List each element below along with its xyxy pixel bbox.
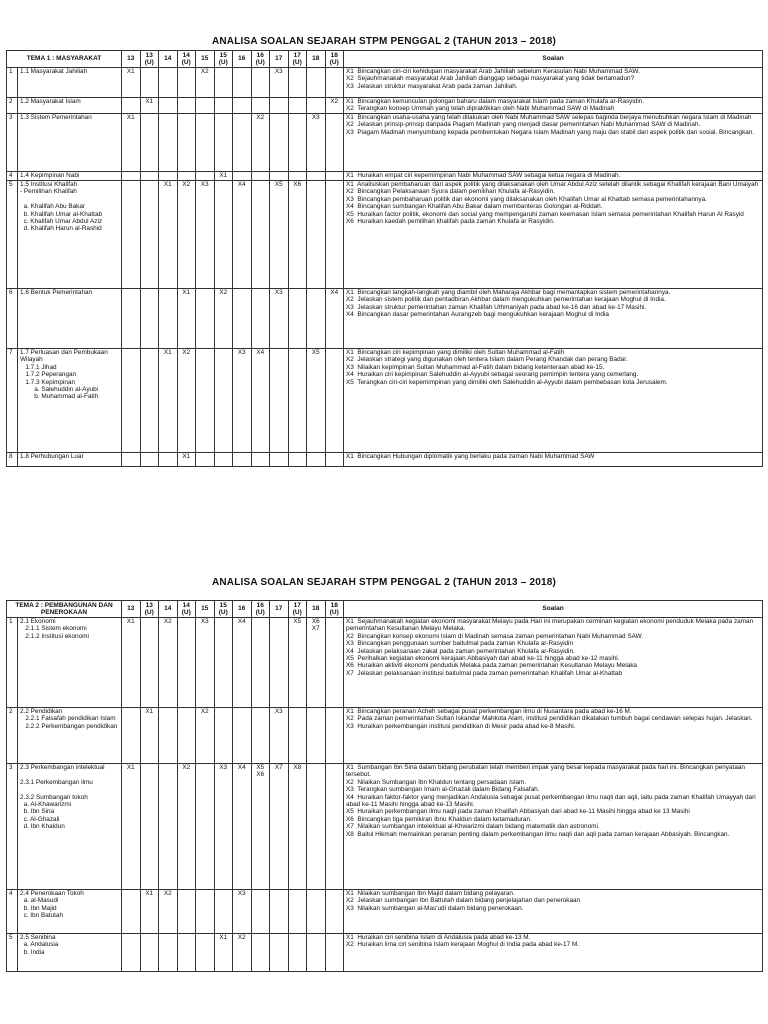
soalan-cell (344, 172, 763, 181)
mark-cell: X4 (325, 289, 344, 349)
mark-cell: X2 (177, 181, 196, 289)
mark-cell (270, 934, 289, 972)
mark-cell (325, 172, 344, 181)
mark-cell: X3 (270, 68, 289, 98)
mark-cell (325, 934, 344, 972)
soalan-cell (344, 890, 763, 934)
soalan-line: X7 Jelaskan pelaksanaan institusi baitulmal pada zaman pemerintahan Khalifah Umar al-Khattab (346, 669, 623, 677)
mark-cell: X2 (196, 708, 215, 764)
mark-cell (251, 453, 270, 467)
mark-cell (140, 453, 159, 467)
year-header: 15 (U) (214, 601, 233, 618)
topic-cell: 1.1 Masyarakat Jahiliah (18, 68, 122, 98)
mark-cell: X3 (270, 708, 289, 764)
mark-cell (270, 98, 289, 114)
mark-cell (288, 934, 307, 972)
topic-cell: 2.5 Senibina a. Andalusia b. India (18, 934, 122, 972)
tema-header: TEMA 1 : MASYARAKAT (7, 51, 122, 68)
mark-cell (288, 114, 307, 172)
mark-cell (122, 181, 141, 289)
page-title-1: ANALISA SOALAN SEJARAH STPM PENGGAL 2 (TAHUN 2013 – 2018) (211, 36, 557, 47)
mark-cell: X5 (307, 349, 326, 453)
mark-cell (214, 181, 233, 289)
mark-cell (307, 181, 326, 289)
year-header: 17 (270, 601, 289, 618)
mark-cell (307, 890, 326, 934)
mark-cell: X2 (177, 349, 196, 453)
soalan-line: X2 Terangkan konsep Ummah yang telah dipraktikkan oleh Nabi Muhammad SAW di Madinah (346, 105, 615, 113)
mark-cell: X1 (122, 764, 141, 890)
soalan-cell (344, 453, 763, 467)
mark-cell: X2 (233, 934, 252, 972)
soalan-line: X2 Jelaskan sumbangan Ibn Battutah dalam bidang penjelajahan dan penerokaan (346, 897, 581, 905)
mark-cell: X1 (140, 890, 159, 934)
soalan-line: X6 Huraikan kaedah pemilihan khalifah pada zaman Khulafa ar Rasyidin. (346, 218, 555, 226)
soalan-line: X3 Terangkan sumbangan Imam al-Ghazali dalam Bidang Falsafah. (346, 786, 540, 794)
mark-cell (307, 68, 326, 98)
table-row (7, 181, 763, 289)
mark-cell (251, 934, 270, 972)
table-row (7, 934, 763, 972)
soalan-line: X2 Jelaskan prinsip-prinsip daripada Piagam Madinah yang menjadi dasar pemerintahan Nabi Muhammad SAW di Madinah. (346, 121, 701, 129)
mark-cell: X2 (159, 618, 178, 708)
mark-cell (140, 764, 159, 890)
mark-cell: X1 (159, 349, 178, 453)
row-number: 4 (7, 890, 18, 934)
soalan-line: X3 Bincangkan penggunaan sumber baitulmal pada zaman Khulafa ar-Rasyidin (346, 640, 574, 648)
table-row (7, 764, 763, 890)
mark-cell (140, 114, 159, 172)
row-number: 4 (7, 172, 18, 181)
mark-cell: X2 (177, 764, 196, 890)
mark-cell (196, 114, 215, 172)
year-header: 15 (196, 51, 215, 68)
year-header: 16 (233, 601, 252, 618)
row-number: 2 (7, 708, 18, 764)
year-header: 14 (U) (177, 601, 196, 618)
mark-cell (270, 172, 289, 181)
year-header: 13 (122, 601, 141, 618)
soalan-line: X8 Baitul Hikmah memainkan peranan penting dalam perkembangan ilmu naqli dan aqli pada zaman kerajaan Abbasiyah. Bincangkan. (346, 830, 730, 838)
mark-cell (196, 172, 215, 181)
soalan-line: X1 Bincangkan ciri kepimpinan yang dimiliki oleh Sultan Muhammad al-Fatih (346, 349, 565, 356)
mark-cell (288, 289, 307, 349)
mark-cell: X3 (270, 289, 289, 349)
topic-cell: 1.6 Bentuk Pemerintahan (18, 289, 122, 349)
table-row (7, 890, 763, 934)
mark-cell (233, 708, 252, 764)
mark-cell (159, 98, 178, 114)
mark-cell (307, 764, 326, 890)
mark-cell (251, 708, 270, 764)
topic-cell: 1.5 Institusi Khalifah - Pemilihan Khalifah a. Khalifah Abu Bakar b. Khalifah Umar al-Khattab c. Khalifah Umar Abdul Aziz d. Khalifah Harun al-Rashid (18, 181, 122, 289)
row-number: 3 (7, 114, 18, 172)
year-header: 18 (307, 51, 326, 68)
row-number: 2 (7, 98, 18, 114)
row-number: 1 (7, 618, 18, 708)
table-row (7, 618, 763, 708)
mark-cell (140, 68, 159, 98)
mark-cell: X6 X7 (307, 618, 326, 708)
mark-cell (140, 289, 159, 349)
mark-cell (325, 181, 344, 289)
mark-cell: X3 (196, 181, 215, 289)
soalan-line: X5 Perihalkan kegiatan ekonomi kerajaan Abbasiyah dari abad ke-11 hingga abad ke-12 masihi. (346, 655, 620, 663)
mark-cell: X1 (122, 618, 141, 708)
soalan-line: X1 Bincangkan Hubungan diplomatik yang berlaku pada zaman Nabi Muhammad SAW (346, 453, 595, 460)
mark-cell (325, 764, 344, 890)
soalan-line: X1 Bincangkan usaha-usaha yang telah dilakukan oleh Nabi Muhammad SAW selepas baginda berjaya menubuhkan negara Islam di Madinah (346, 114, 752, 121)
soalan-line: X2 Sejauhmanakah masyarakat Arab Jahiliah dianggap sebagai masyarakat yang tidak bertamadun? (346, 75, 635, 83)
mark-cell: X5 X6 (251, 764, 270, 890)
mark-cell (214, 618, 233, 708)
soalan-line: X2 Jelaskan sistem politik dan pentadbiran Akhbar dalam mengukuhkan pemerintahan kerajaan Moghul di India. (346, 296, 666, 304)
table-row (7, 98, 763, 114)
row-number: 5 (7, 181, 18, 289)
mark-cell (159, 708, 178, 764)
mark-cell (159, 289, 178, 349)
mark-cell (325, 349, 344, 453)
soalan-line: X1 Nilaikan sumbangan Ibn Majid dalam bidang pelayaran. (346, 890, 515, 897)
mark-cell (177, 890, 196, 934)
year-header: 15 (U) (214, 51, 233, 68)
mark-cell (159, 934, 178, 972)
mark-cell (214, 114, 233, 172)
mark-cell (122, 349, 141, 453)
mark-cell (159, 172, 178, 181)
mark-cell (307, 934, 326, 972)
mark-cell (159, 68, 178, 98)
soalan-line: X2 Bincangkan konsep ekonomi Islam di Madinah semasa zaman pemerintahan Nabi Muhammad SAW. (346, 632, 644, 640)
mark-cell: X3 (307, 114, 326, 172)
year-header: 18 (307, 601, 326, 618)
mark-cell (325, 890, 344, 934)
soalan-line: X1 Bincangkan ciri-ciri kehidupan masyarakat Arab Jahiliah sebelum Kerasulan Nabi Muhammad SAW. (346, 68, 640, 75)
mark-cell: X4 (233, 764, 252, 890)
mark-cell (325, 453, 344, 467)
soalan-line: X6 Bincangkan tiga pemikiran Ibnu Khaldun dalam ketamaduran. (346, 815, 532, 823)
mark-cell (140, 934, 159, 972)
mark-cell (251, 68, 270, 98)
mark-cell (196, 890, 215, 934)
table-row (7, 708, 763, 764)
mark-cell (307, 98, 326, 114)
row-number: 5 (7, 934, 18, 972)
table-row (7, 289, 763, 349)
table-row (7, 114, 763, 172)
soalan-line: X1 Bincangkan kemunculan golongan baharu dalam masyarakat Islam pada zaman Khulafa ar-Rasyidin. (346, 98, 645, 105)
year-header: 17 (270, 51, 289, 68)
mark-cell: X3 (233, 349, 252, 453)
soalan-line: X1 Huraikan ciri senibina Islam di Andalusia pada abad ke-13 M. (346, 934, 531, 941)
mark-cell (233, 289, 252, 349)
soalan-line: X5 Huraikan factor politik, ekonomi dan social yang mempengaruhi zaman keemasan Islam semasa pemerintahan Khalifah Harun Al Rasyid (346, 210, 744, 218)
analysis-table-tema-2 (6, 600, 763, 972)
mark-cell: X8 (288, 764, 307, 890)
soalan-line: X2 Jelaskan strategi yang digunakan oleh tentera Islam dalam Perang Khandak dan perang Badar. (346, 356, 628, 364)
year-header: 14 (U) (177, 51, 196, 68)
mark-cell (214, 349, 233, 453)
mark-cell (214, 453, 233, 467)
mark-cell (270, 618, 289, 708)
mark-cell: X6 (288, 181, 307, 289)
year-header: 17 (U) (288, 51, 307, 68)
mark-cell (288, 172, 307, 181)
row-number: 3 (7, 764, 18, 890)
mark-cell (325, 68, 344, 98)
soalan-line: X1 Bincangkan langkah-langkah yang diambil oleh Maharaja Akhbar bagi memantapkan sistem pemerintahannya. (346, 289, 671, 296)
mark-cell (233, 172, 252, 181)
soalan-line: X2 Nilaikan Sumbangan Ibn Khaldun tentang persadaan Islam. (346, 778, 527, 786)
mark-cell: X4 (233, 181, 252, 289)
soalan-header: Soalan (344, 51, 763, 68)
year-header: 16 (U) (251, 601, 270, 618)
mark-cell (270, 349, 289, 453)
soalan-line: X3 Jelaskan struktur masyarakat Arab pada zaman Jahiliah. (346, 82, 518, 90)
mark-cell (177, 114, 196, 172)
mark-cell (270, 114, 289, 172)
mark-cell (177, 98, 196, 114)
mark-cell: X1 (177, 453, 196, 467)
row-number: 6 (7, 289, 18, 349)
table-row (7, 349, 763, 453)
year-header: 13 (U) (140, 601, 159, 618)
page-title-2: ANALISA SOALAN SEJARAH STPM PENGGAL 2 (TAHUN 2013 – 2018) (211, 577, 557, 588)
mark-cell (122, 289, 141, 349)
mark-cell: X3 (214, 764, 233, 890)
soalan-line: X6 Huraikan aktiviti ekonomi penduduk Melaka pada zaman pemerintahan Kesultanan Melayu Melaka (346, 662, 637, 670)
soalan-line: X1 Bincangkan peranan Acheh sebagai pusat perkembangan ilmu di Nusantara pada abad ke-16 M. (346, 708, 632, 715)
mark-cell: X1 (122, 68, 141, 98)
year-header: 14 (159, 601, 178, 618)
mark-cell (233, 68, 252, 98)
mark-cell (325, 114, 344, 172)
mark-cell (288, 349, 307, 453)
mark-cell (122, 934, 141, 972)
mark-cell (122, 98, 141, 114)
mark-cell (122, 708, 141, 764)
soalan-cell (344, 708, 763, 764)
mark-cell (288, 890, 307, 934)
mark-cell (270, 453, 289, 467)
mark-cell: X5 (270, 181, 289, 289)
soalan-cell (344, 114, 763, 172)
mark-cell (288, 453, 307, 467)
soalan-line: X4 Huraikan ciri kepimpinan Salehuddin al-Ayyubi sebagai seorang pemimpin tentera yang cemerlang. (346, 371, 639, 379)
mark-cell (140, 349, 159, 453)
mark-cell: X4 (251, 349, 270, 453)
mark-cell (307, 453, 326, 467)
mark-cell (177, 68, 196, 98)
topic-cell: 1.4 Kepimpinan Nabi (18, 172, 122, 181)
mark-cell (233, 453, 252, 467)
topic-cell: 2.1 Ekonomi 2.1.1 Sistem ekonomi 2.1.2 Institusi ekonomi (18, 618, 122, 708)
topic-cell: 1.7 Perluasan dan Pembukaan Wilayah 1.7.1 Jihad 1.7.2 Peperangan 1.7.3 Kepimpinan a. Salehuddin al-Ayubi b. Muhammad al-Fatih (18, 349, 122, 453)
topic-cell: 2.3 Perkembangan intelektual 2.3.1 Perkembangan ilmu 2.3.2 Sumbangan tokoh a. Al-Khawarizmi b. Ibn Sina c. Al-Ghazali d. Ibn Khaldun (18, 764, 122, 890)
mark-cell (288, 68, 307, 98)
year-header: 18 (U) (325, 601, 344, 618)
mark-cell (251, 618, 270, 708)
mark-cell (325, 618, 344, 708)
topic-cell: 1.2 Masyarakat Islam (18, 98, 122, 114)
mark-cell (325, 708, 344, 764)
mark-cell (251, 890, 270, 934)
mark-cell: X2 (214, 289, 233, 349)
mark-cell (177, 172, 196, 181)
table-row (7, 453, 763, 467)
mark-cell: X4 (233, 618, 252, 708)
soalan-line: X4 Bincangkan dasar pemerintahan Aurangzeb bagi mengukuhkan kerajaan Moghul di India (346, 311, 609, 319)
soalan-line: X4 Huraikan faktor-faktor yang menjadikan Andalusia sebagai pusat perkembangan ilmu naqli dan aqli, iaitu pada zaman Khalifah Umayyah dari abad ke-11 Masihi hingga abad ke-13 Masihi. (346, 793, 758, 809)
tema-header: TEMA 2 : PEMBANGUNAN DAN PENEROKAAN (7, 601, 122, 618)
soalan-cell (344, 289, 763, 349)
mark-cell (214, 890, 233, 934)
year-header: 15 (196, 601, 215, 618)
soalan-line: X5 Huraikan perkembangan ilmu naqli pada zaman Khalifah Abbasiyah dari abad ke-11 Masihi hingga abad ke 13 Masihi (346, 808, 690, 816)
mark-cell (177, 618, 196, 708)
soalan-line: X3 Nilaikan kepimpinan Sultan Muhammad al-Fatih dalam bidang ketenteraan abad ke-15. (346, 363, 605, 371)
mark-cell: X1 (177, 289, 196, 349)
mark-cell (140, 618, 159, 708)
mark-cell: X1 (214, 172, 233, 181)
mark-cell: X2 (196, 68, 215, 98)
topic-cell: 2.2 Pendidikan 2.2.1 Falsafah pendidikan Islam 2.2.2 Perkembangan pendidikan (18, 708, 122, 764)
mark-cell (214, 68, 233, 98)
soalan-header: Soalan (344, 601, 763, 618)
mark-cell (122, 890, 141, 934)
mark-cell (196, 98, 215, 114)
soalan-cell (344, 68, 763, 98)
mark-cell (233, 114, 252, 172)
mark-cell (122, 172, 141, 181)
year-header: 13 (U) (140, 51, 159, 68)
soalan-cell (344, 618, 763, 708)
mark-cell: X2 (159, 890, 178, 934)
soalan-line: X2 Pada zaman pemerintahan Sultan Iskandar Mahkota Alam, institusi pendidikan dikatakan tumbuh bagai cendawan selepas hujan. Jelaskan. (346, 715, 753, 723)
mark-cell (159, 453, 178, 467)
mark-cell (196, 289, 215, 349)
soalan-line: X3 Bincangkan pembaharuan politik dan ekonomi yang dilaksanakan oleh Khalifah Umar al Khattab semasa pemerintahannya. (346, 195, 707, 203)
topic-cell: 1.3 Sistem Pemerintahan (18, 114, 122, 172)
soalan-line: X7 Nilaikan sumbangan intelektual al-Khwarizmi dalam bidang matematik dan astronomi. (346, 823, 600, 831)
mark-cell (307, 708, 326, 764)
soalan-line: X4 Jelaskan pelaksanaan zakat pada zaman pemerintahan Khulafa ar-Rasyidin. (346, 647, 575, 655)
soalan-line: X3 Huraikan perkembangan institusi pendidikan di Mesir pada abad ke-8 Masihi. (346, 722, 576, 730)
year-header: 14 (159, 51, 178, 68)
analysis-table-tema-1 (6, 50, 763, 467)
mark-cell (196, 453, 215, 467)
mark-cell: X5 (288, 618, 307, 708)
year-header: 13 (122, 51, 141, 68)
mark-cell (214, 708, 233, 764)
mark-cell (159, 764, 178, 890)
mark-cell (288, 708, 307, 764)
soalan-line: X4 Bincangkan sumbangan Khalifah Abu Bakar dalam membanteras Golongan al-Riddah. (346, 203, 603, 211)
topic-cell: 2.4 Penerokaan Tokoh a. al-Masudi b. Ibn Majid c. Ibn Batutah (18, 890, 122, 934)
mark-cell (307, 289, 326, 349)
table-row (7, 172, 763, 181)
soalan-line: X2 Huraikan lima ciri senibina Islam kerajaan Moghul di India pada abad ke-17 M. (346, 941, 580, 949)
mark-cell: X1 (159, 181, 178, 289)
mark-cell (251, 181, 270, 289)
mark-cell: X3 (233, 890, 252, 934)
mark-cell (288, 98, 307, 114)
soalan-line: X1 Sumbangan Ibn Sina dalam bidang perubatan telah memberi impak yang besar kepada masyarakat pada hari ini. Bincangkan penyataan tersebut. (346, 764, 747, 779)
mark-cell (196, 349, 215, 453)
soalan-line: X3 Jelaskan struktur pemerintahan zaman Khalifah Uthmaniyah pada abad ke-16 dan abad ke-17 Masihi. (346, 303, 647, 311)
soalan-cell (344, 934, 763, 972)
mark-cell (159, 114, 178, 172)
mark-cell (307, 172, 326, 181)
mark-cell (140, 181, 159, 289)
soalan-line: X5 Terangkan ciri-ciri kepemimpinan yang dimiliki oleh Salehuddin al-Ayyubi dalam pembebasan kota Jerusalem. (346, 378, 668, 386)
soalan-cell (344, 98, 763, 114)
year-header: 17 (U) (288, 601, 307, 618)
row-number: 1 (7, 68, 18, 98)
mark-cell (214, 98, 233, 114)
soalan-cell (344, 764, 763, 890)
year-header: 16 (U) (251, 51, 270, 68)
soalan-line: X2 Bincangkan Pelaksanaan Syura dalam pemilihan Khulafa al-Rasyidin. (346, 188, 555, 196)
row-number: 7 (7, 349, 18, 453)
mark-cell: X7 (270, 764, 289, 890)
soalan-line: X1 Analisiskan pembaharuan dari aspek politik yang dilaksanakan oleh Umar Abdul Aziz setelah dilantik sebagai Khalifah kerajaan Bani Umaiyah (346, 181, 759, 188)
year-header: 16 (233, 51, 252, 68)
soalan-line: X1 Huraikan empat ciri kepemimpinan Nabi Muhammad SAW sebagai ketua negara di Madinah. (346, 172, 621, 179)
mark-cell (177, 708, 196, 764)
topic-cell: 1.8 Perhubungan Luar (18, 453, 122, 467)
mark-cell: X2 (325, 98, 344, 114)
mark-cell: X1 (140, 98, 159, 114)
soalan-cell (344, 349, 763, 453)
soalan-line: X1 Sejauhmanakah kegiatan ekonomi masyarakat Melayu pada Hari ini merupakan cerminan kegiatan ekonomi penduduk Melaka pada zaman pemerintahan Kesultanan Melayu Melaka. (346, 618, 755, 633)
mark-cell (196, 764, 215, 890)
mark-cell: X1 (214, 934, 233, 972)
soalan-line: X3 Nilaikan sumbangan al-Mas'udi dalam bidang penerokaan. (346, 904, 524, 912)
mark-cell (140, 172, 159, 181)
mark-cell: X1 (140, 708, 159, 764)
mark-cell: X2 (251, 114, 270, 172)
mark-cell: X3 (196, 618, 215, 708)
mark-cell (233, 98, 252, 114)
header-row (7, 601, 763, 618)
row-number: 8 (7, 453, 18, 467)
soalan-line: X3 Piagam Madinah menyumbang kepada pembentukan Negara Islam Madinah yang maju dan stabil dari aspek politik dan sosial. Bincangkan. (346, 128, 755, 136)
table-row (7, 68, 763, 98)
mark-cell (251, 289, 270, 349)
mark-cell (122, 453, 141, 467)
mark-cell (251, 98, 270, 114)
mark-cell (270, 890, 289, 934)
header-row (7, 51, 763, 68)
mark-cell: X1 (122, 114, 141, 172)
mark-cell (196, 934, 215, 972)
mark-cell (251, 172, 270, 181)
soalan-cell (344, 181, 763, 289)
mark-cell (177, 934, 196, 972)
year-header: 18 (U) (325, 51, 344, 68)
